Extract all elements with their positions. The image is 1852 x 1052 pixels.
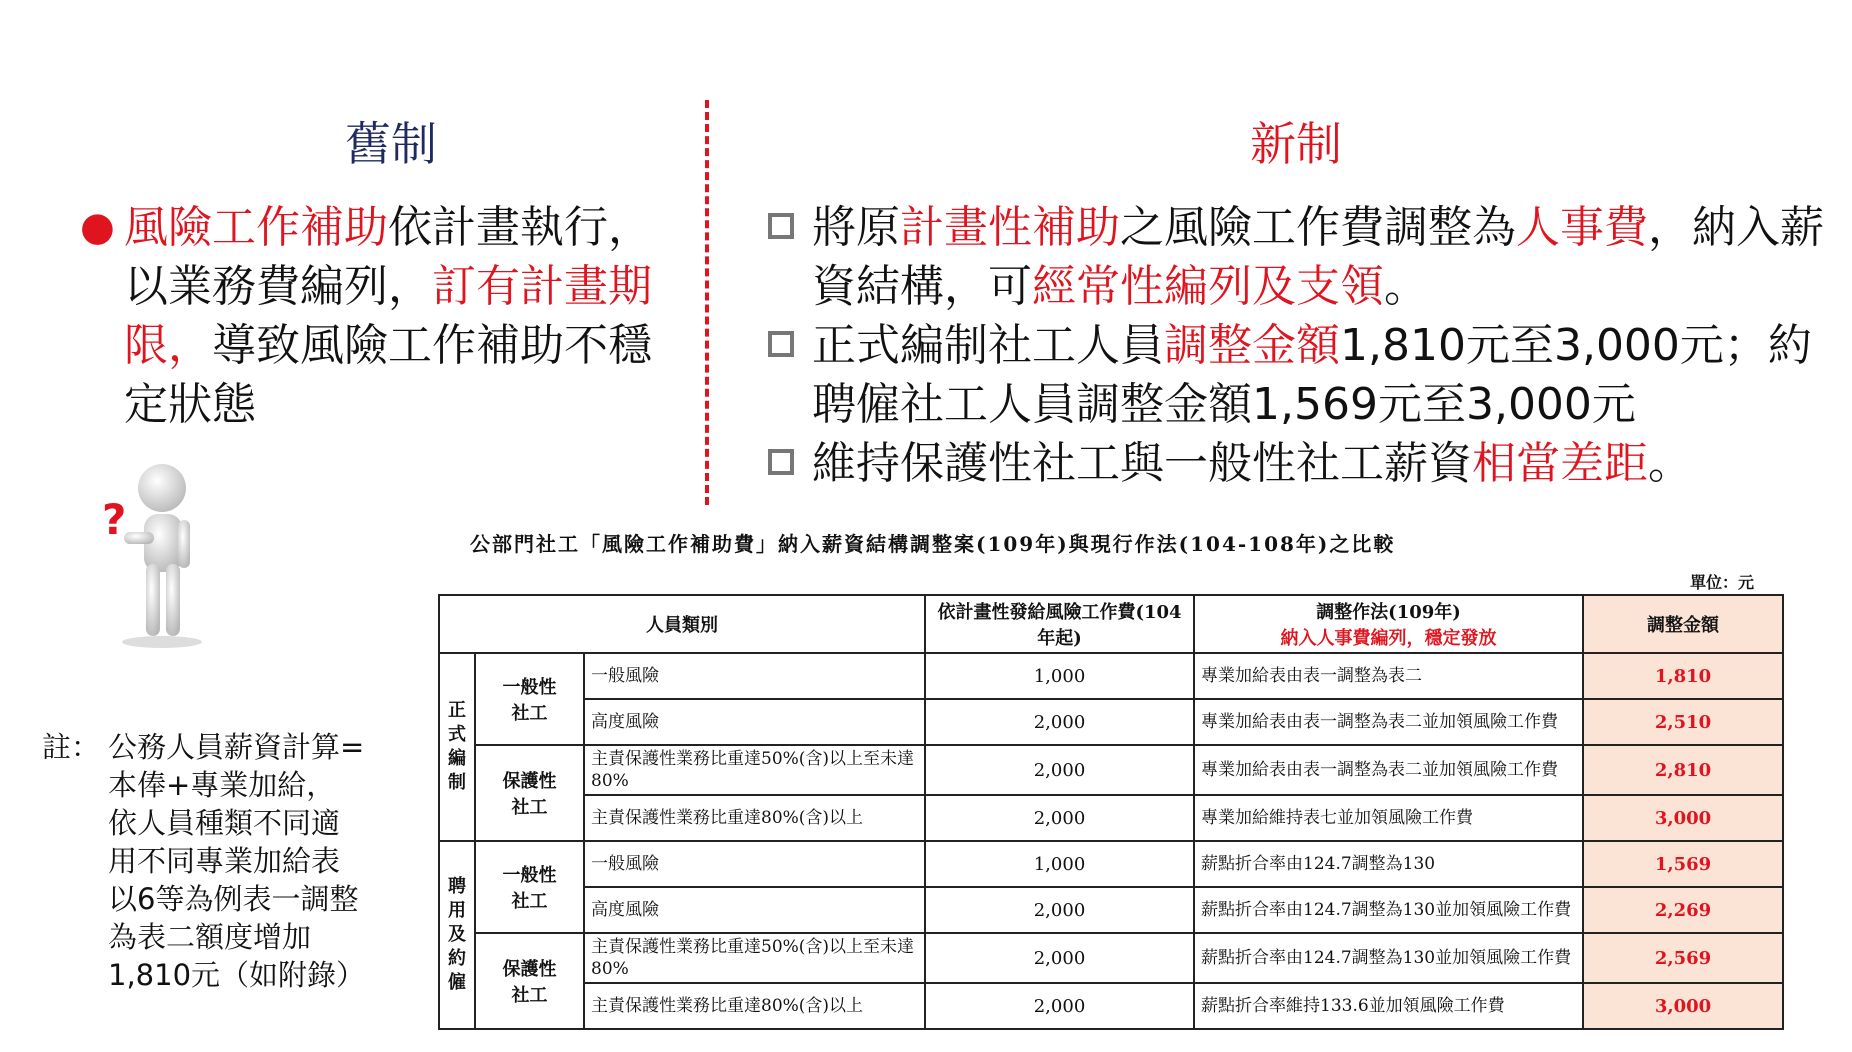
old-system-text xyxy=(124,198,695,434)
table-row xyxy=(439,653,1783,699)
amount-cell: 2,510 xyxy=(1583,699,1783,745)
item-text-part: 經常性編列及支領 xyxy=(1032,261,1384,312)
table-row xyxy=(439,933,1783,983)
method-cell: 薪點折合率由124.7調整為130 xyxy=(1194,841,1583,887)
svg-text:?: ? xyxy=(102,495,127,544)
cat-line: 社工 xyxy=(511,703,548,724)
square-bullet-icon xyxy=(768,449,794,475)
risk-cell: 高度風險 xyxy=(584,699,925,745)
new-system-heading: 新制 xyxy=(1250,117,1342,171)
item-text-part: 維持保護性社工與一般性社工薪資 xyxy=(812,438,1472,489)
note-line: 本俸+專業加給， xyxy=(108,768,336,802)
header-new-method-title: 調整作法(109年) xyxy=(1316,602,1461,623)
note-line: 為表二額度增加 xyxy=(108,920,312,954)
red-dot-bullet-icon: ● xyxy=(80,204,115,250)
table-unit: 單位：元 xyxy=(1690,573,1755,592)
risk-cell: 一般風險 xyxy=(584,841,925,887)
table-title: 公部門社工「風險工作補助費」納入薪資結構調整案(109年)與現行作法(104-108年)之比較 xyxy=(470,532,1396,556)
fee-cell: 2,000 xyxy=(925,745,1194,795)
method-cell: 專業加給表由表一調整為表二並加領風險工作費 xyxy=(1194,699,1583,745)
category-label xyxy=(475,653,584,745)
table-row xyxy=(439,795,1783,841)
item-text-part: ，納入薪資結構，可 xyxy=(812,202,1824,312)
cat-line: 社工 xyxy=(511,891,548,912)
table-row xyxy=(439,841,1783,887)
method-cell: 專業加給表由表一調整為表二 xyxy=(1194,653,1583,699)
item-text-part: 。 xyxy=(1648,438,1692,489)
table-row xyxy=(439,983,1783,1029)
note-line: 公務人員薪資計算= xyxy=(108,730,365,764)
method-cell: 專業加給表由表一調整為表二並加領風險工作費 xyxy=(1194,745,1583,795)
amount-cell: 3,000 xyxy=(1583,983,1783,1029)
risk-cell: 主責保護性業務比重達50%(含)以上至未達80% xyxy=(584,745,925,795)
note-label: 註： xyxy=(42,730,101,764)
thinking-figure-question-mark-icon xyxy=(100,460,210,650)
table-row xyxy=(439,887,1783,933)
method-cell: 薪點折合率由124.7調整為130並加領風險工作費 xyxy=(1194,933,1583,983)
cat-line: 一般性 xyxy=(502,677,557,698)
amount-cell: 2,269 xyxy=(1583,887,1783,933)
risk-cell: 主責保護性業務比重達80%(含)以上 xyxy=(584,795,925,841)
dashed-divider xyxy=(705,100,709,505)
note-line: 依人員種類不同適 xyxy=(108,806,341,840)
table-row xyxy=(439,745,1783,795)
fee-cell: 2,000 xyxy=(925,933,1194,983)
item-text-part: 。 xyxy=(1384,261,1428,312)
note-line: 用不同專業加給表 xyxy=(108,844,341,878)
category-label xyxy=(475,841,584,933)
header-new-method xyxy=(1194,595,1583,653)
table-row xyxy=(439,699,1783,745)
square-bullet-icon xyxy=(768,331,794,357)
fee-cell: 1,000 xyxy=(925,653,1194,699)
new-system-list xyxy=(768,198,1848,493)
item-text-part: 計畫性補助 xyxy=(900,202,1120,253)
cat-line: 保護性 xyxy=(502,771,557,792)
amount-cell: 2,810 xyxy=(1583,745,1783,795)
old-text-part: 導致風險工作補助不穩定狀態 xyxy=(124,320,652,430)
square-bullet-icon xyxy=(768,213,794,239)
note-line: 1,810元（如附錄） xyxy=(108,958,366,992)
method-cell: 薪點折合率維持133.6並加領風險工作費 xyxy=(1194,983,1583,1029)
cat-line: 社工 xyxy=(511,797,548,818)
group-label: 聘用及約僱 xyxy=(439,841,475,1029)
new-system-item xyxy=(768,316,1848,434)
method-cell: 專業加給維持表七並加領風險工作費 xyxy=(1194,795,1583,841)
fee-cell: 1,000 xyxy=(925,841,1194,887)
risk-cell: 主責保護性業務比重達80%(含)以上 xyxy=(584,983,925,1029)
header-old-fee: 依計畫性發給風險工作費(104年起) xyxy=(925,595,1194,653)
fee-cell: 2,000 xyxy=(925,983,1194,1029)
item-text-part: 相當差距 xyxy=(1472,438,1648,489)
cat-line: 一般性 xyxy=(502,865,557,886)
item-text-part: 人事費 xyxy=(1516,202,1648,253)
risk-cell: 主責保護性業務比重達50%(含)以上至未達80% xyxy=(584,933,925,983)
salary-note xyxy=(42,728,402,994)
fee-cell: 2,000 xyxy=(925,699,1194,745)
old-text-part: 訂有計畫期限， xyxy=(124,261,652,371)
item-text-part: 將原 xyxy=(812,202,900,253)
amount-cell: 3,000 xyxy=(1583,795,1783,841)
new-system-item xyxy=(768,434,1848,493)
old-system-heading: 舊制 xyxy=(345,117,437,171)
header-category: 人員類別 xyxy=(439,595,925,653)
amount-cell: 2,569 xyxy=(1583,933,1783,983)
old-text-part: 風險工作補助 xyxy=(124,202,388,253)
risk-cell: 一般風險 xyxy=(584,653,925,699)
header-amount: 調整金額 xyxy=(1583,595,1783,653)
header-new-method-sub: 納入人事費編列，穩定發放 xyxy=(1280,628,1497,649)
amount-cell: 1,569 xyxy=(1583,841,1783,887)
table-header-row xyxy=(439,595,1783,653)
cat-line: 社工 xyxy=(511,985,548,1006)
fee-cell: 2,000 xyxy=(925,887,1194,933)
category-label xyxy=(475,933,584,1029)
new-system-item xyxy=(768,198,1848,316)
old-text-part: 依計畫執行，以業務費編列， xyxy=(124,202,652,312)
group-label: 正式編制 xyxy=(439,653,475,841)
fee-cell: 2,000 xyxy=(925,795,1194,841)
note-line: 以6等為例表一調整 xyxy=(108,882,359,916)
item-text-part: 1,810元至3,000元；約聘僱社工人員調整金額1,569元至3,000元 xyxy=(812,320,1812,430)
comparison-table xyxy=(438,594,1784,1030)
cat-line: 保護性 xyxy=(502,959,557,980)
item-text-part: 調整金額 xyxy=(1164,320,1340,371)
risk-cell: 高度風險 xyxy=(584,887,925,933)
old-system-description xyxy=(80,198,695,434)
item-text-part: 之風險工作費調整為 xyxy=(1120,202,1516,253)
amount-cell: 1,810 xyxy=(1583,653,1783,699)
method-cell: 薪點折合率由124.7調整為130並加領風險工作費 xyxy=(1194,887,1583,933)
category-label xyxy=(475,745,584,841)
item-text-part: 正式編制社工人員 xyxy=(812,320,1164,371)
